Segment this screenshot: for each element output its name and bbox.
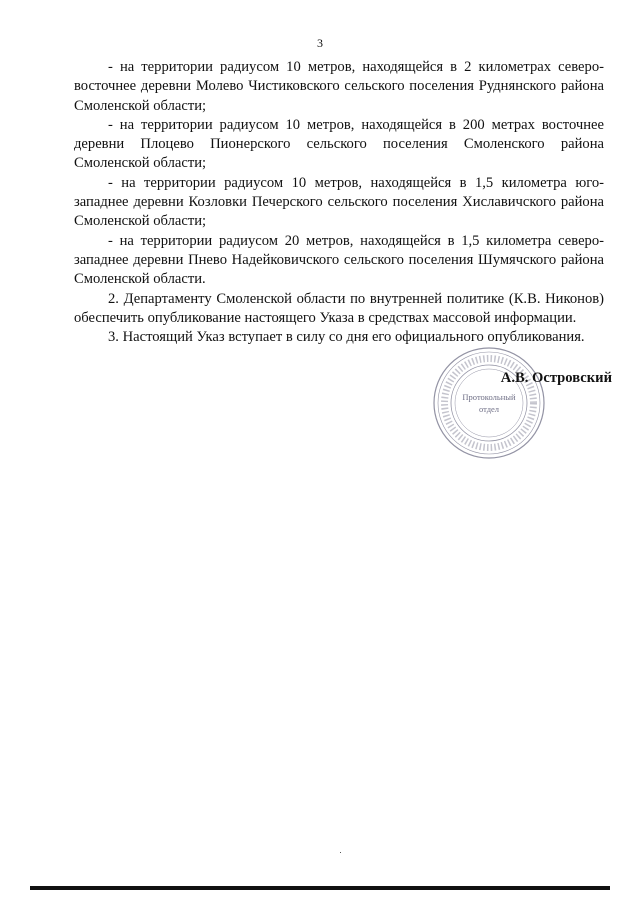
official-seal-stamp (430, 344, 548, 462)
list-item-molevo: - на территории радиусом 10 метров, находящейся в 2 километрах северо-восточнее деревни Молево Чистиковского сельского поселения Руднянского района Смоленской области; (74, 59, 604, 114)
decree-body (74, 58, 604, 347)
stamp-center-line2: отдел (478, 404, 500, 414)
page-number: 3 (317, 36, 323, 50)
bottom-rule (30, 886, 610, 890)
clause-2: 2. Департаменту Смоленской области по внутренней политике (К.В. Никонов) обеспечить опубликование настоящего Указа в средствах массовой информации. (74, 290, 604, 326)
list-item-kozlovki: - на территории радиусом 10 метров, находящейся в 1,5 километра юго-западнее деревни Козловки Печерского сельского поселения Хиславичского района Смоленской области; (74, 174, 604, 230)
clause-3: 3. Настоящий Указ вступает в силу со дня его официального опубликования. (108, 329, 585, 346)
stamp-center-line1: Протокольный (462, 392, 516, 402)
list-item-pnevo: - на территории радиусом 20 метров, находящейся в 1,5 километра северо-западнее деревни Пнево Надейковичского сельского поселения Шумячского района Смоленской области. (74, 232, 604, 288)
scan-speck (340, 852, 341, 853)
signature-name: А.В. Островский (500, 370, 612, 386)
list-item-plotsevo: - на территории радиусом 10 метров, находящейся в 200 метрах восточнее деревни Плоцево Пионерского сельского поселения Смоленского района Смоленской области; (74, 116, 604, 172)
